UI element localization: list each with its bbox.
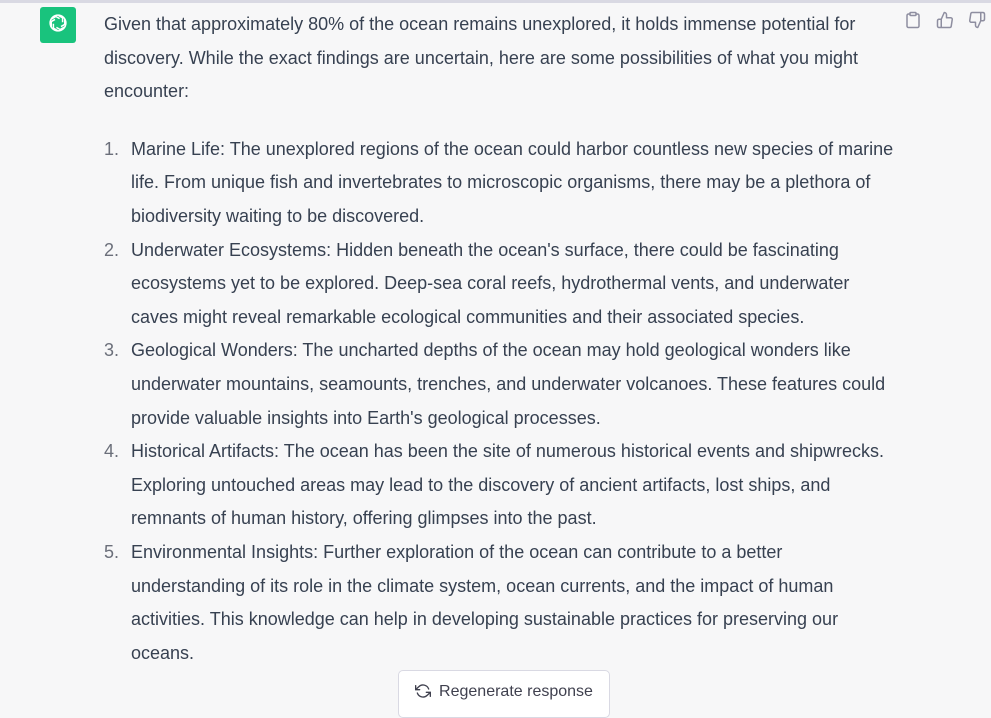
list-item — [104, 334, 894, 435]
assistant-message — [104, 8, 894, 670]
refresh-icon — [415, 683, 431, 704]
message-intro: Given that approximately 80% of the ocean remains unexplored, it holds immense potential for discovery. While the exact findings are uncertain, here are some possibilities of what you might encounter: — [104, 14, 859, 102]
list-item-text: Underwater Ecosystems: Hidden beneath the ocean's surface, there could be fascinating ecosystems yet to be explored. Deep-sea coral reefs, hydrothermal vents, and underwater caves might reveal remarkable ecological communities and their associated species. — [131, 239, 850, 327]
regenerate-label: Regenerate response — [439, 683, 593, 700]
copy-button[interactable] — [903, 12, 923, 32]
list-item — [104, 435, 894, 536]
list-item-text: Geological Wonders: The uncharted depths of the ocean may hold geological wonders like underwater mountains, seamounts, trenches, and underwater volcanoes. These features could provide valuable insights into Earth's geological processes. — [131, 340, 886, 428]
list-item-number: 4. — [104, 441, 120, 462]
list-item-number: 1. — [104, 138, 120, 159]
list-item-text: Environmental Insights: Further exploration of the ocean can contribute to a better understanding of its role in the climate system, ocean currents, and the impact of human activities. This knowledge can help in developing sustainable practices for preserving our oceans. — [131, 541, 839, 663]
list-item — [104, 133, 894, 234]
list-item-number: 2. — [104, 239, 120, 260]
list-item-text: Historical Artifacts: The ocean has been the site of numerous historical events and shipwrecks. Exploring untouched areas may lead to the discovery of ancient artifacts, lost ships, and remnants of human history, offering glimpses into the past. — [131, 441, 885, 529]
clipboard-icon — [904, 11, 922, 34]
thumbs-down-icon — [968, 11, 986, 34]
list-item-number: 3. — [104, 340, 120, 361]
list-item — [104, 234, 894, 335]
thumbs-up-button[interactable] — [935, 12, 955, 32]
thumbs-down-button[interactable] — [967, 12, 987, 32]
message-actions — [903, 12, 987, 32]
message-list — [104, 133, 894, 671]
list-item-number: 5. — [104, 541, 120, 562]
thumbs-up-icon — [936, 11, 954, 34]
list-item-text: Marine Life: The unexplored regions of the ocean could harbor countless new species of marine life. From unique fish and invertebrates to microscopic organisms, there may be a plethora of biodiversity waiting to be discovered. — [131, 138, 894, 226]
openai-logo-icon — [46, 11, 70, 40]
assistant-avatar — [40, 7, 76, 43]
top-divider — [0, 0, 991, 3]
list-item — [104, 536, 894, 670]
regenerate-response-button[interactable] — [398, 670, 610, 718]
